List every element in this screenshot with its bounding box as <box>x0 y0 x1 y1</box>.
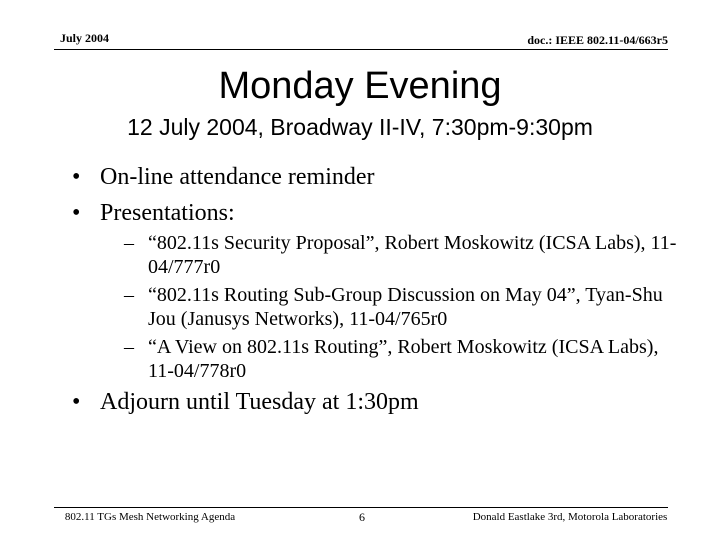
presentation-item <box>124 335 684 383</box>
dash-glyph: – <box>124 336 134 358</box>
bullet-text: Presentations: <box>100 200 235 226</box>
slide-subtitle: 12 July 2004, Broadway II-IV, 7:30pm-9:30pm <box>127 114 593 140</box>
header-rule <box>54 49 668 50</box>
bullet-item-attendance <box>72 163 375 191</box>
presentation-item <box>124 231 684 279</box>
bullet-item-presentations <box>72 199 235 227</box>
header-doc-id: doc.: IEEE 802.11-04/663r5 <box>527 33 668 47</box>
bullet-glyph: • <box>72 389 81 415</box>
footer-page-number: 6 <box>359 510 365 524</box>
bullet-item-adjourn <box>72 388 419 416</box>
bullet-glyph: • <box>72 200 81 226</box>
slide-title: Monday Evening <box>218 65 502 107</box>
dash-glyph: – <box>124 232 134 254</box>
footer-author: Donald Eastlake 3rd, Motorola Laboratories <box>472 511 668 523</box>
footer-rule <box>54 507 668 508</box>
bullet-text: Adjourn until Tuesday at 1:30pm <box>100 389 419 415</box>
bullet-glyph: • <box>72 164 81 190</box>
footer-meeting-name: 802.11 TGs Mesh Networking Agenda <box>64 511 236 523</box>
presentation-text: “802.11s Security Proposal”, Robert Moskowitz (ICSA Labs), 11-04/777r0 <box>148 232 677 278</box>
header-date: July 2004 <box>60 31 110 45</box>
presentation-text: “802.11s Routing Sub-Group Discussion on May 04”, Tyan-Shu Jou (Janusys Networks), 11-04/765r0 <box>148 284 663 330</box>
presentation-item <box>124 283 684 331</box>
dash-glyph: – <box>124 284 134 306</box>
bullet-text: On-line attendance reminder <box>100 164 375 190</box>
presentation-text: “A View on 802.11s Routing”, Robert Moskowitz (ICSA Labs), 11-04/778r0 <box>148 336 659 382</box>
